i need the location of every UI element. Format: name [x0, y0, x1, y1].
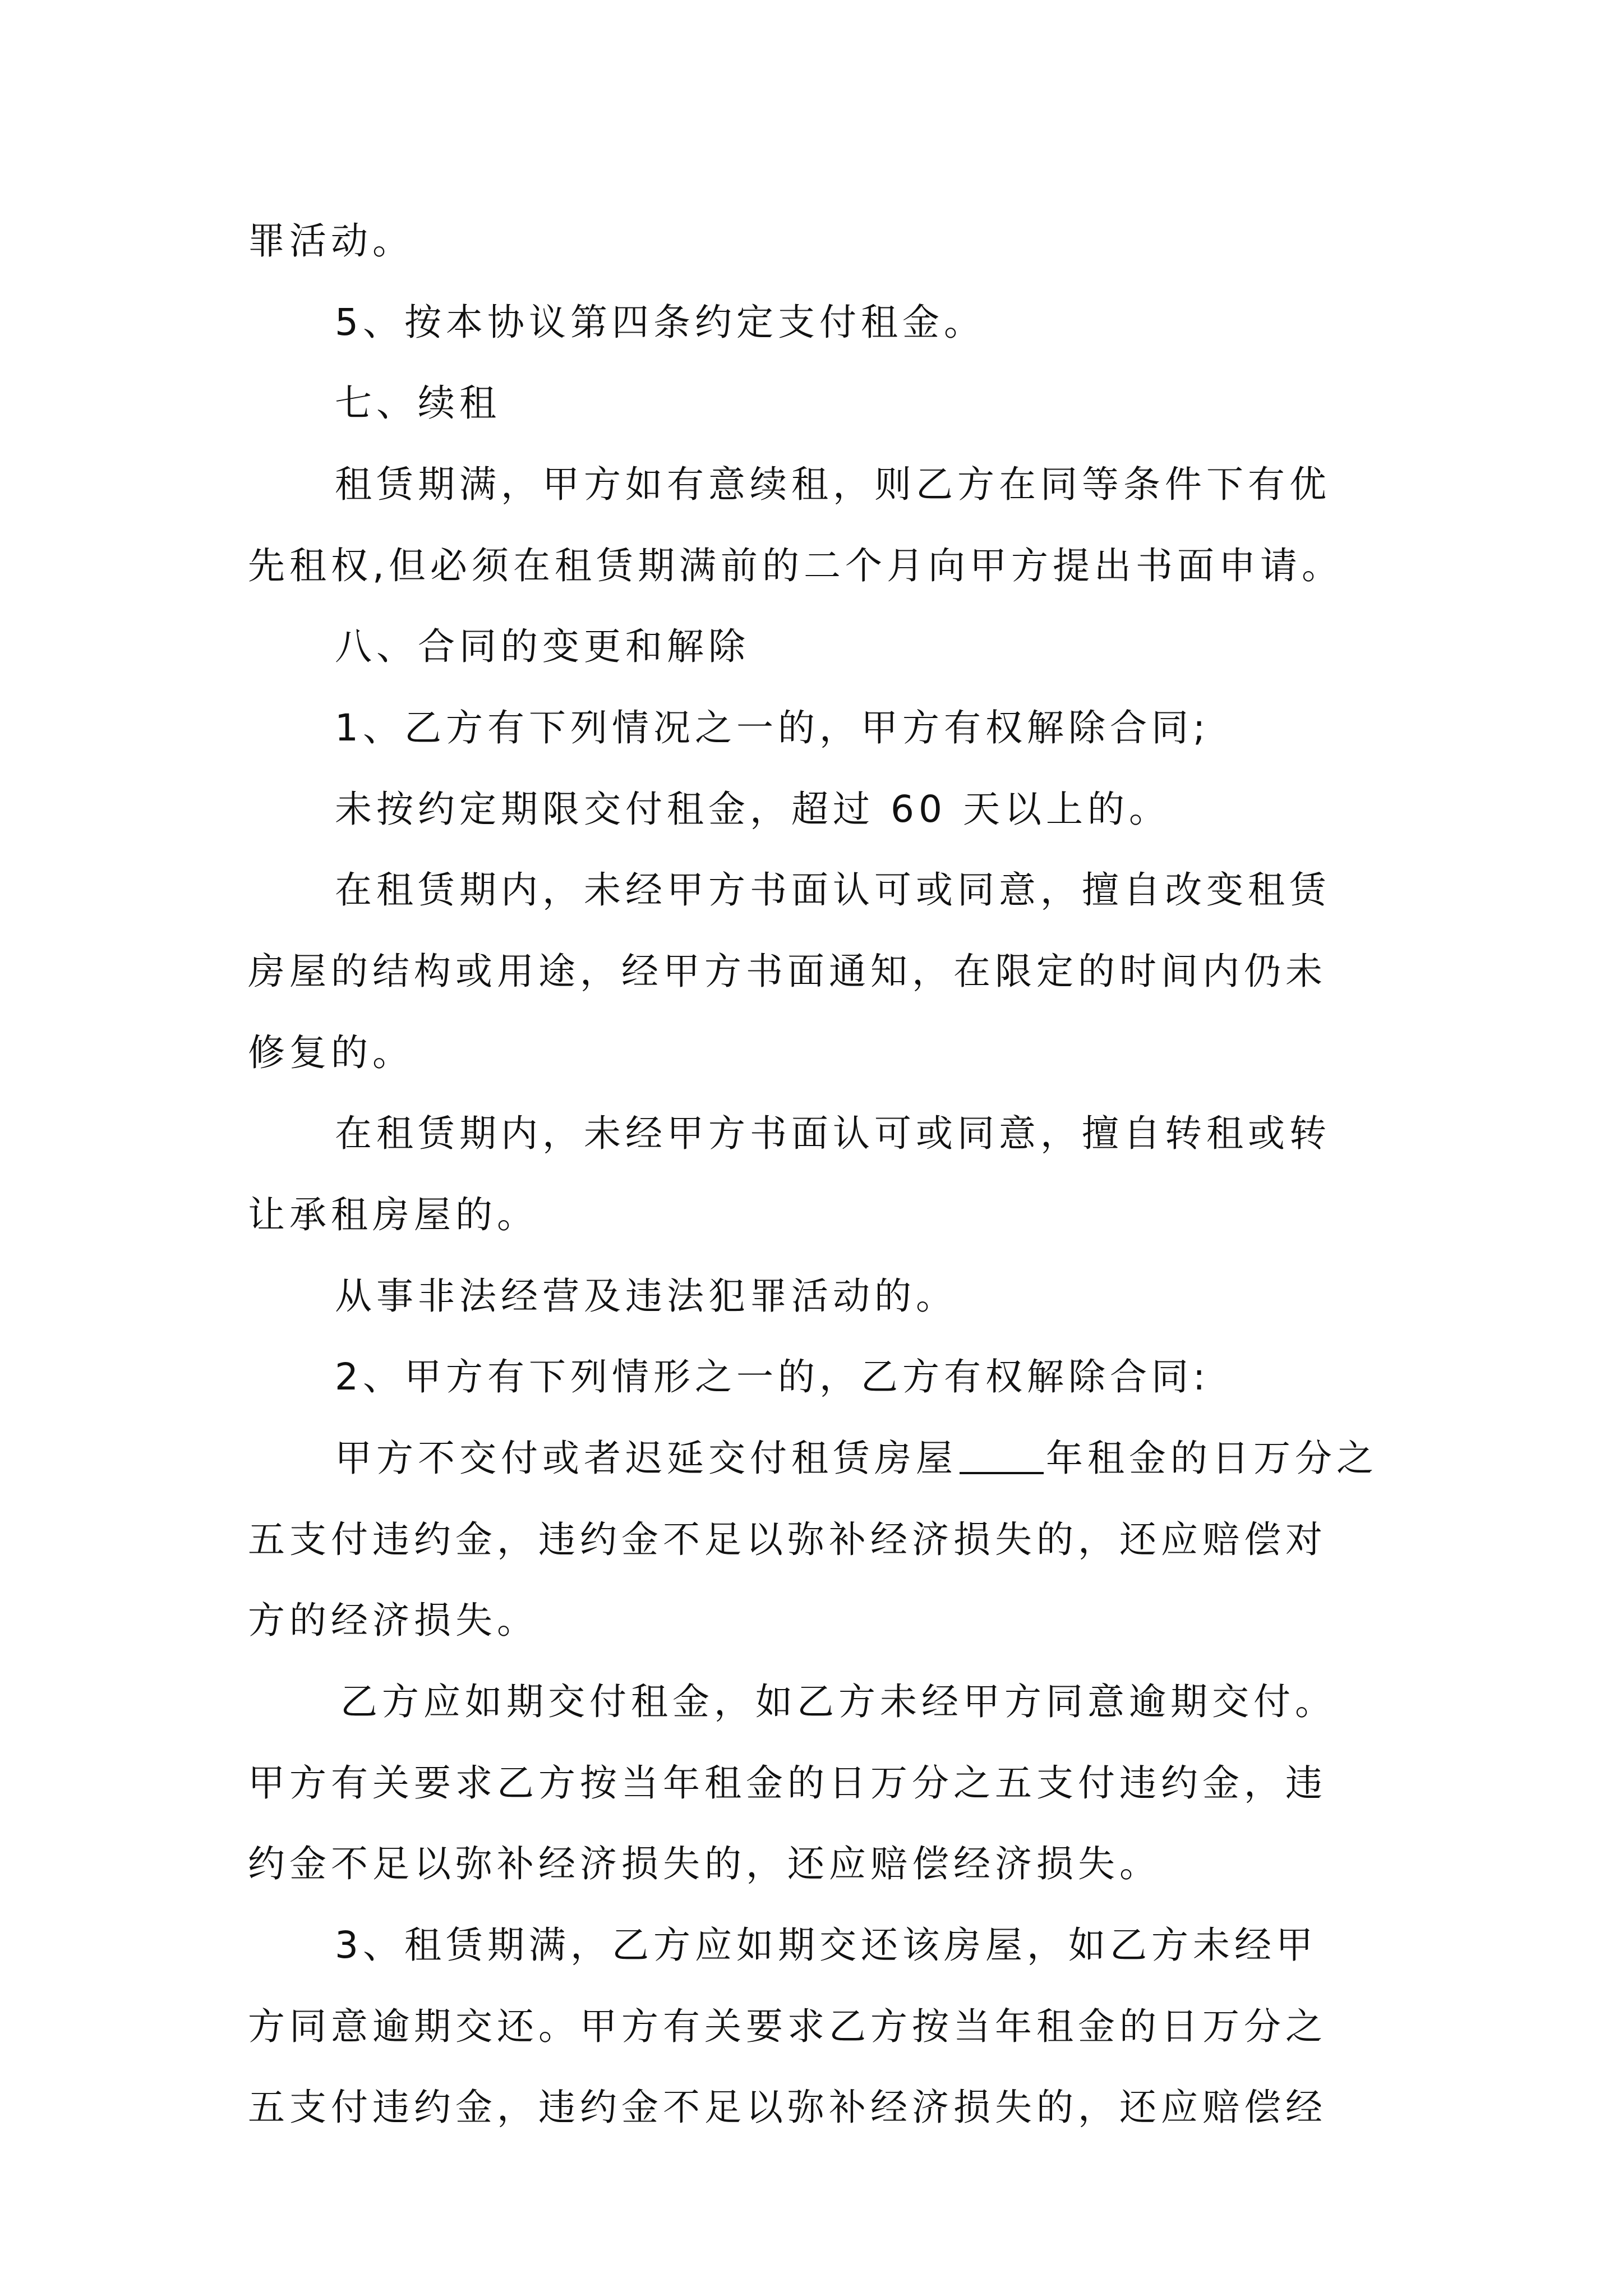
text-line: 在租赁期内，未经甲方书面认可或同意，擅自改变租赁 [335, 868, 1331, 912]
text-line: 先租权,但必须在租赁期满前的二个月向甲方提出书面申请。 [248, 544, 1343, 587]
text-line: 2、甲方有下列情形之一的，乙方有权解除合同: [335, 1355, 1210, 1398]
text-line: 罪活动。 [248, 219, 414, 263]
text-line: 约金不足以弥补经济损失的，还应赔偿经济损失。 [248, 1842, 1161, 1885]
text-line: 乙方应如期交付租金，如乙方未经甲方同意逾期交付。 [340, 1680, 1336, 1723]
text-fragment: 甲方不交付或者迟延交付租赁房屋 [335, 1437, 957, 1480]
text-line: 五支付违约金，违约金不足以弥补经济损失的，还应赔偿经 [248, 2086, 1327, 2129]
text-line: 方同意逾期交还。甲方有关要求乙方按当年租金的日万分之 [248, 2005, 1327, 2048]
text-line: 租赁期满，甲方如有意续租，则乙方在同等条件下有优 [335, 463, 1331, 506]
text-line: 让承租房屋的。 [248, 1193, 538, 1236]
text-line-with-blank [335, 1425, 1378, 1492]
text-line: 从事非法经营及违法犯罪活动的。 [335, 1274, 957, 1318]
text-line: 房屋的结构或用途，经甲方书面通知，在限定的时间内仍未 [248, 950, 1327, 993]
fill-in-blank [960, 1472, 1044, 1474]
text-line: 方的经济损失。 [248, 1599, 538, 1642]
text-line: 五支付违约金，违约金不足以弥补经济损失的，还应赔偿对 [248, 1518, 1327, 1561]
section-heading: 七、续租 [335, 381, 501, 425]
text-line: 5、按本协议第四条约定支付租金。 [335, 301, 985, 344]
text-line: 在租赁期内，未经甲方书面认可或同意，擅自转租或转 [335, 1112, 1331, 1155]
section-heading: 八、合同的变更和解除 [335, 625, 750, 668]
text-line: 3、租赁期满，乙方应如期交还该房屋，如乙方未经甲 [335, 1924, 1317, 1967]
text-line: 甲方有关要求乙方按当年租金的日万分之五支付违约金，违 [248, 1761, 1327, 1805]
text-line: 未按约定期限交付租金，超过 60 天以上的。 [335, 788, 1170, 831]
text-fragment: 年租金的日万分之 [1046, 1437, 1378, 1480]
text-line: 修复的。 [248, 1031, 414, 1074]
text-line: 1、乙方有下列情况之一的，甲方有权解除合同; [335, 706, 1210, 749]
